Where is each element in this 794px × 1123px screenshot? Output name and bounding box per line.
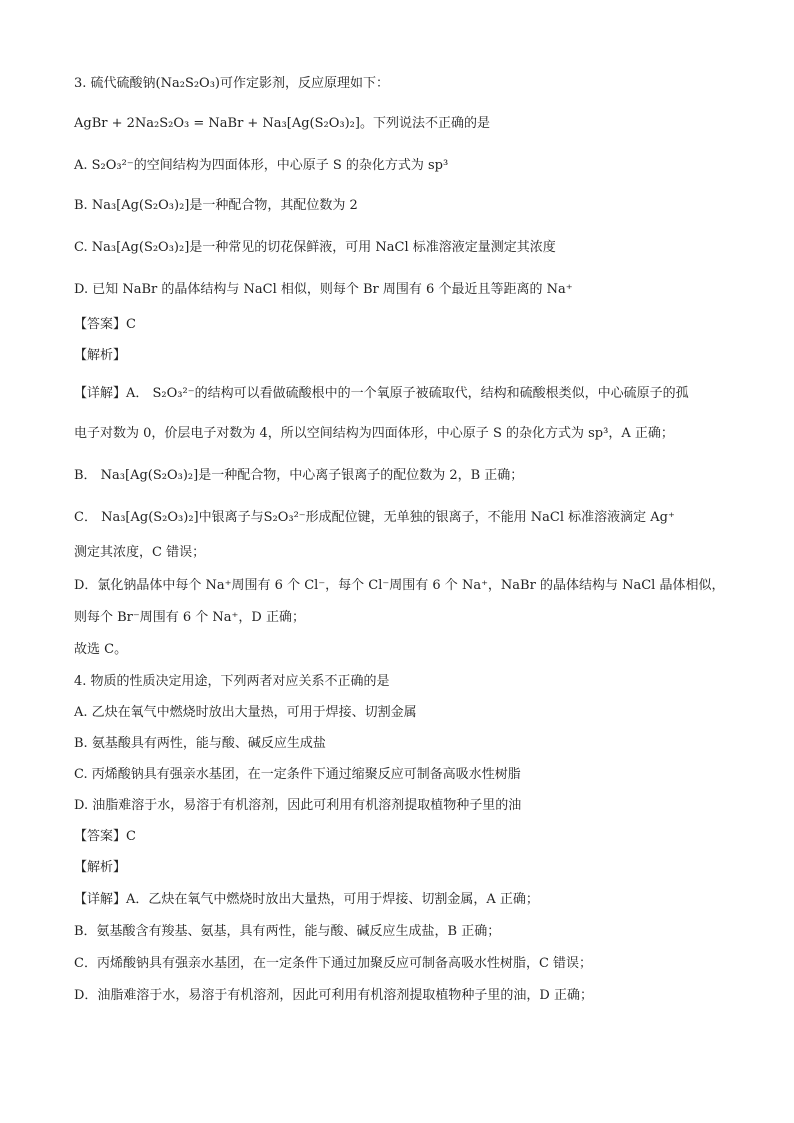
q4-option-a: A. 乙炔在氧气中燃烧时放出大量热，可用于焊接、切割金属	[74, 705, 417, 720]
q4-detail-line: C．丙烯酸钠具有强亲水基团，在一定条件下通过加聚反应可制备高吸水性树脂，C 错误；	[74, 956, 593, 971]
q3-detail-line: C． Na₃[Ag(S₂O₃)₂]中银离子与S₂O₃²⁻形成配位键，无单独的银离子，不能用 NaCl 标准溶液滴定 Ag⁺	[74, 510, 675, 525]
q3-detail-line: 测定其浓度，C 错误；	[74, 545, 206, 560]
q3-equation-line	[74, 114, 490, 134]
q3-analysis-label: 【解析】	[74, 348, 127, 363]
q4-option-c: C. 丙烯酸钠具有强亲水基团，在一定条件下通过缩聚反应可制备高吸水性树脂	[74, 767, 521, 782]
q3-detail-line: 故选 C。	[74, 642, 128, 657]
q4-detail-line: D．油脂难溶于水，易溶于有机溶剂，因此可利用有机溶剂提取植物种子里的油，D 正确；	[74, 988, 593, 1003]
q4-stem: 4. 物质的性质决定用途，下列两者对应关系不正确的是	[74, 674, 390, 689]
q4-analysis-label: 【解析】	[74, 860, 127, 875]
q3-detail-line: 则每个 Br⁻周围有 6 个 Na⁺，D 正确；	[74, 610, 305, 625]
q3-detail-line: 电子对数为 0，价层电子对数为 4，所以空间结构为四面体形，中心原子 S 的杂化方式为 sp³，A 正确；	[74, 426, 674, 441]
q4-option-b: B. 氨基酸具有两性，能与酸、碱反应生成盐	[74, 736, 326, 751]
q3-stem-tail: 。下列说法不正确的是	[359, 116, 490, 131]
q3-detail-line: B． Na₃[Ag(S₂O₃)₂]是一种配合物，中心离子银离子的配位数为 2，B 正确；	[74, 468, 524, 483]
q4-answer: 【答案】C	[74, 829, 136, 844]
q3-option-a: A. S₂O₃²⁻的空间结构为四面体形，中心原子 S 的杂化方式为 sp³	[74, 158, 449, 173]
q4-detail-line: 【详解】A．乙炔在氧气中燃烧时放出大量热，可用于焊接、切割金属，A 正确；	[74, 892, 539, 907]
q4-option-d: D. 油脂难溶于水，易溶于有机溶剂，因此可利用有机溶剂提取植物种子里的油	[74, 798, 522, 813]
q3-equation: AgBr + 2Na₂S₂O₃ = NaBr + Na₃[Ag(S₂O₃)₂]	[74, 116, 360, 131]
q3-detail-line: D．氯化钠晶体中每个 Na⁺周围有 6 个 Cl⁻，每个 Cl⁻周围有 6 个 Na⁺，NaBr 的晶体结构与 NaCl 晶体相似，	[74, 578, 725, 593]
q3-option-b: B. Na₃[Ag(S₂O₃)₂]是一种配合物，其配位数为 2	[74, 198, 358, 213]
q3-option-c: C. Na₃[Ag(S₂O₃)₂]是一种常见的切花保鲜液，可用 NaCl 标准溶液定量测定其浓度	[74, 240, 556, 255]
q4-detail-line: B．氨基酸含有羧基、氨基，具有两性，能与酸、碱反应生成盐，B 正确；	[74, 924, 501, 939]
q3-detail-line: 【详解】A． S₂O₃²⁻的结构可以看做硫酸根中的一个氧原子被硫取代，结构和硫酸根类似，中心硫原子的孤	[74, 386, 689, 401]
q3-option-d: D. 已知 NaBr 的晶体结构与 NaCl 相似，则每个 Br 周围有 6 个最近且等距离的 Na⁺	[74, 282, 573, 297]
q3-stem: 3. 硫代硫酸钠(Na₂S₂O₃)可作定影剂，反应原理如下：	[74, 76, 390, 91]
q3-answer: 【答案】C	[74, 317, 136, 332]
